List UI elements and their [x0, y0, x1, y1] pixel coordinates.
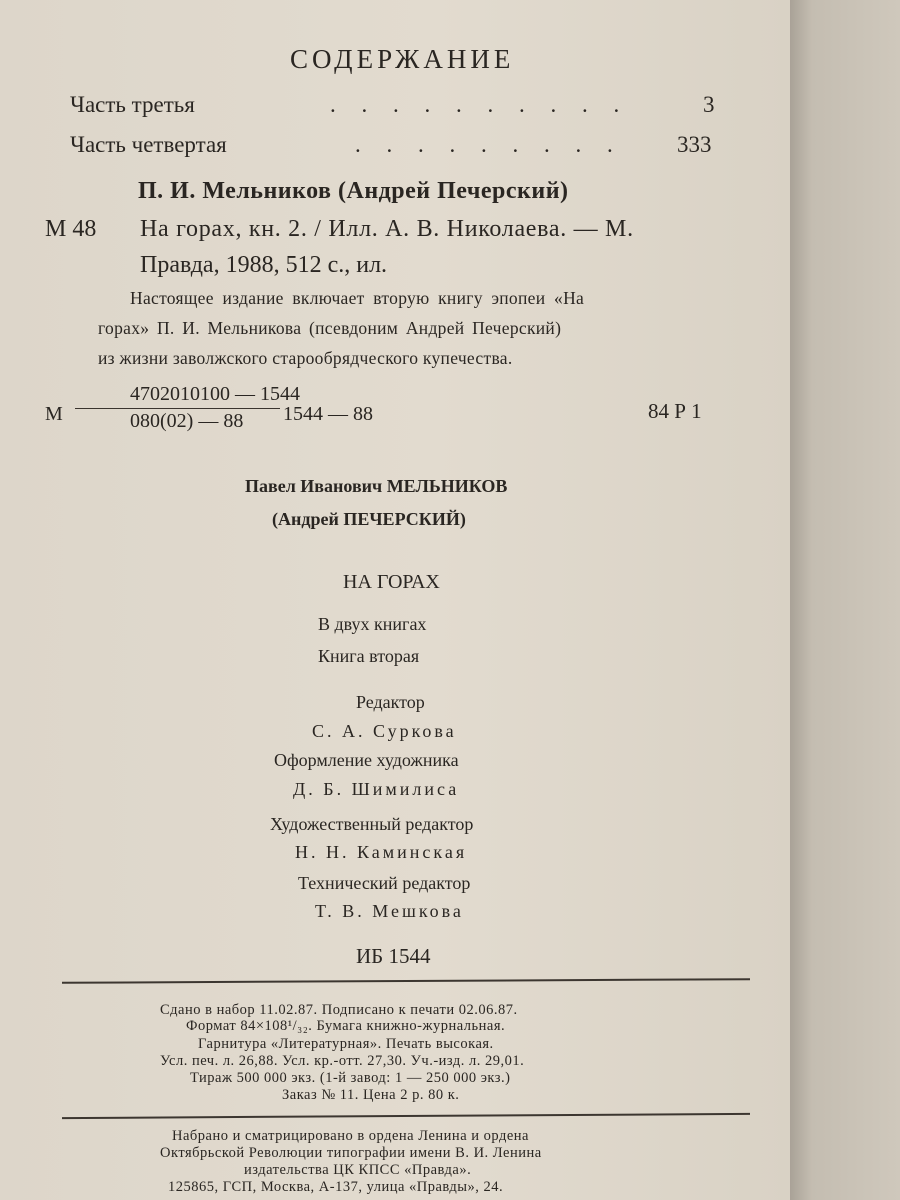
catalog-annotation-line: горах» П. И. Мельникова (псевдоним Андрей Печерский): [98, 318, 562, 338]
imprint-line: Заказ № 11. Цена 2 р. 80 к.: [282, 1087, 460, 1103]
toc-title: СОДЕРЖАНИЕ: [290, 44, 515, 74]
imprint-line: Сдано в набор 11.02.87. Подписано к печати 02.06.87.: [160, 1002, 518, 1018]
printer-line: издательства ЦК КПСС «Правда».: [244, 1162, 472, 1178]
volumes-note: В двух книгах: [318, 614, 427, 634]
credit-role: Оформление художника: [274, 750, 459, 770]
divider: [62, 978, 750, 984]
catalog-annotation-line: из жизни заволжского старообрядческого купечества.: [98, 348, 513, 368]
credit-role: Художественный редактор: [270, 814, 474, 834]
page-edge-background: [790, 0, 900, 1200]
book-title: НА ГОРАХ: [343, 571, 440, 593]
credit-name: Д. Б. Шимилиса: [293, 779, 460, 799]
toc-item-label: Часть третья: [70, 92, 195, 117]
credit-role: Редактор: [356, 692, 425, 712]
ib-number: ИБ 1544: [356, 944, 431, 968]
index-letter: М: [45, 403, 63, 425]
credit-role: Технический редактор: [298, 873, 471, 893]
divider: [62, 1113, 750, 1119]
printer-line: Октябрьской Революции типографии имени В. И. Ленина: [160, 1145, 542, 1161]
toc-item-page: 3: [703, 92, 715, 117]
credit-name: Т. В. Мешкова: [315, 901, 464, 921]
catalog-title-line: На горах, кн. 2. / Илл. А. В. Николаева. — М.: [140, 216, 634, 242]
imprint-line: Тираж 500 000 экз. (1-й завод: 1 — 250 000 экз.): [190, 1070, 511, 1086]
toc-item-dots: . . . . . . . . . .: [330, 92, 630, 117]
printer-line: Набрано и сматрицировано в ордена Ленина и ордена: [172, 1128, 529, 1144]
credit-name: Н. Н. Каминская: [295, 842, 468, 862]
imprint-line: Формат 84×108¹/₃₂. Бумага книжно-журнальная.: [186, 1018, 506, 1034]
index-numerator: 4702010100 — 1544: [130, 383, 300, 405]
imprint-line: Усл. печ. л. 26,88. Усл. кр.-отт. 27,30. Уч.-изд. л. 29,01.: [160, 1053, 525, 1069]
toc-item-dots: . . . . . . . . .: [355, 132, 623, 157]
printer-line: 125865, ГСП, Москва, А-137, улица «Правды», 24.: [168, 1179, 504, 1195]
bbk-code: 84 Р 1: [648, 399, 702, 423]
catalog-author: П. И. Мельников (Андрей Печерский): [138, 178, 569, 204]
imprint-line: Гарнитура «Литературная». Печать высокая.: [198, 1036, 494, 1052]
toc-item-label: Часть четвертая: [70, 132, 227, 157]
fraction-line: [75, 408, 280, 409]
book-number: Книга вторая: [318, 646, 420, 666]
catalog-code: М 48: [45, 216, 97, 242]
author-pseudonym: (Андрей ПЕЧЕРСКИЙ): [272, 509, 466, 529]
toc-item-page: 333: [677, 132, 712, 157]
credit-name: С. А. Суркова: [312, 721, 457, 741]
catalog-publisher-line: Правда, 1988, 512 с., ил.: [140, 252, 388, 278]
index-denominator: 080(02) — 88: [130, 410, 244, 432]
index-tail: 1544 — 88: [283, 403, 373, 425]
catalog-annotation-line: Настоящее издание включает вторую книгу эпопеи «На: [130, 288, 585, 308]
author-full-name: Павел Иванович МЕЛЬНИКОВ: [245, 476, 508, 496]
